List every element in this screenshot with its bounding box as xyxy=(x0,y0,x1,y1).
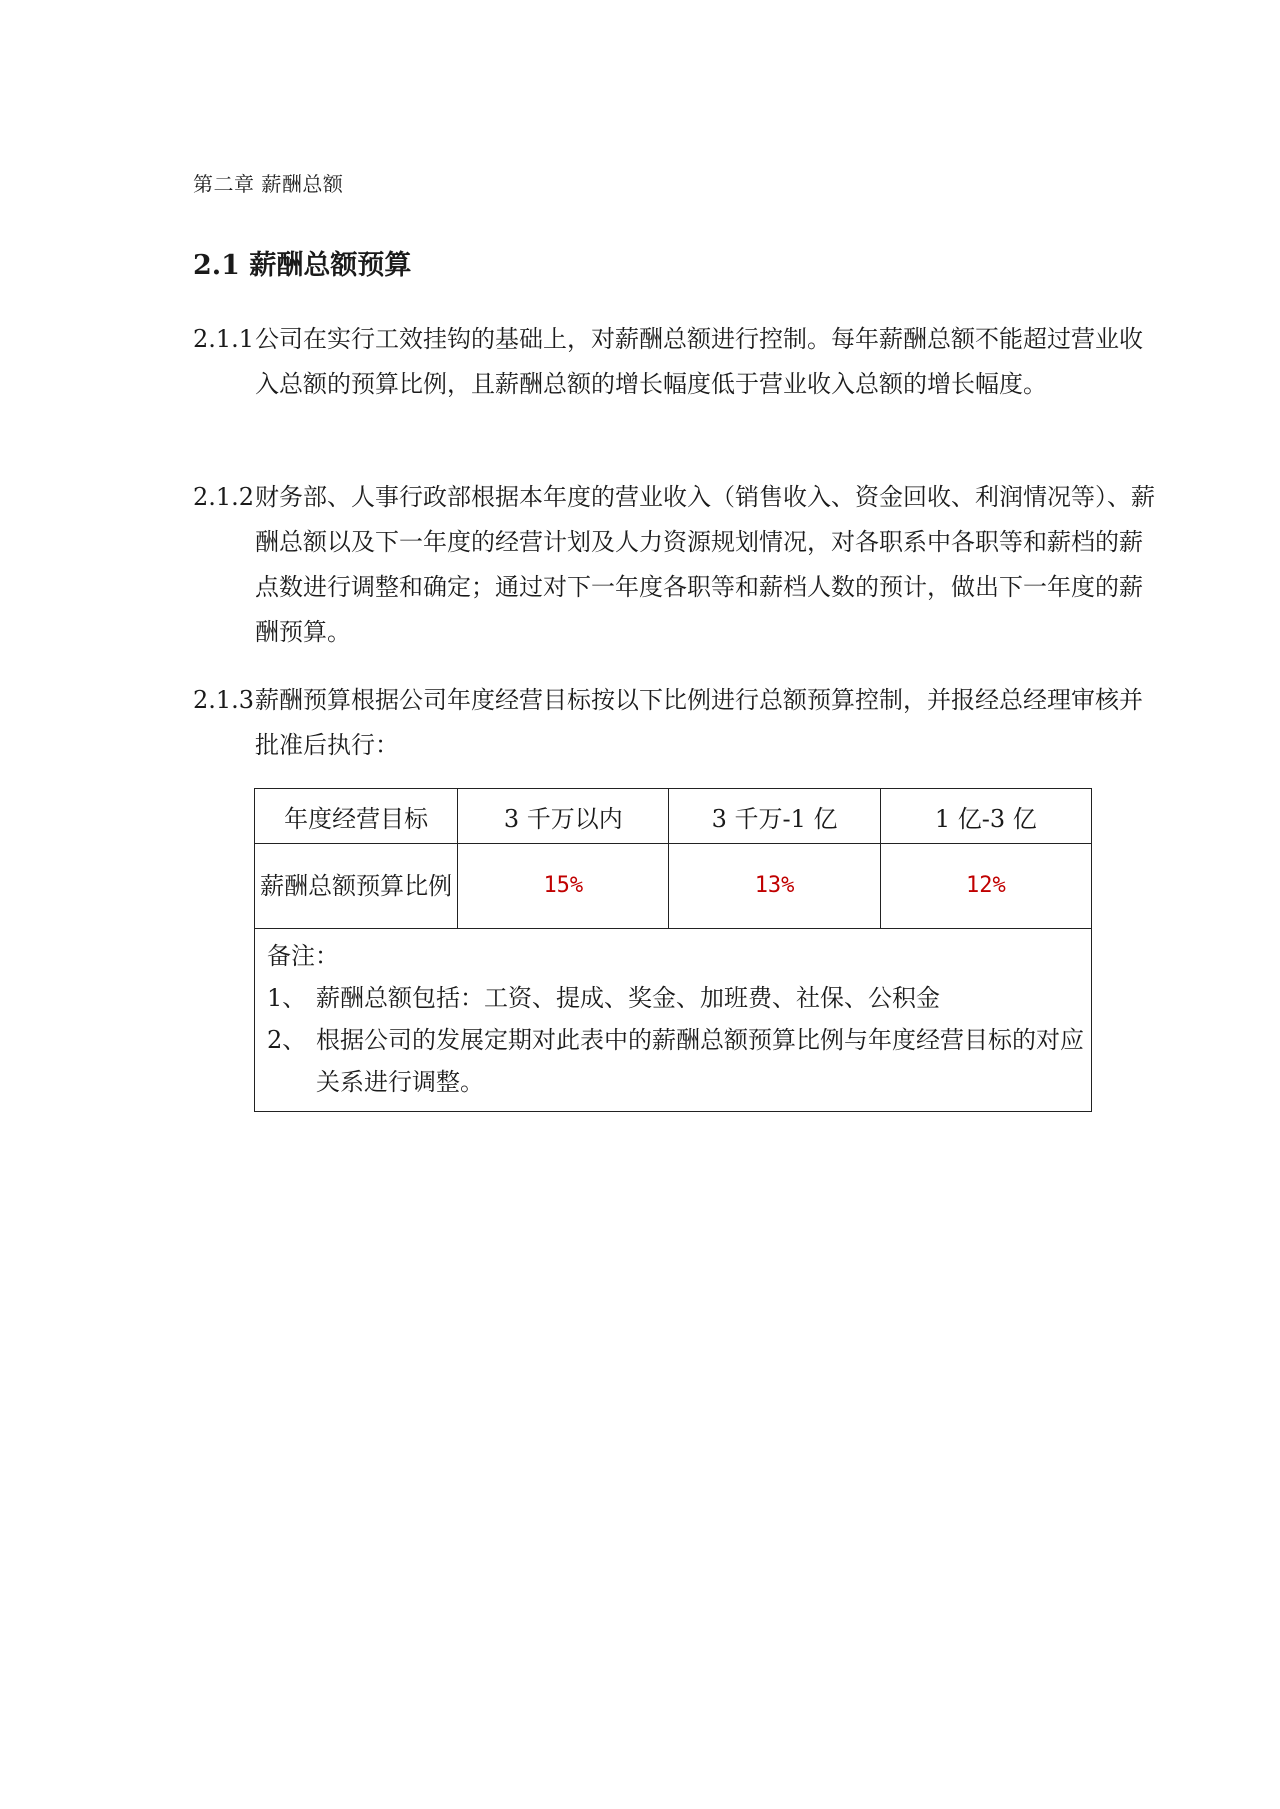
ratio-cell-tier-1: 15% xyxy=(458,844,669,929)
note-item xyxy=(267,1019,1091,1103)
table-notes-row xyxy=(255,929,1092,1112)
clause-text: 薪酬预算根据公司年度经营目标按以下比例进行总额预算控制，并报经总经理审核并批准后执行： xyxy=(255,686,1143,759)
section-title-text: 薪酬总额预算 xyxy=(249,250,412,281)
clause-text: 财务部、人事行政部根据本年度的营业收入（销售收入、资金回收、利润情况等）、薪酬总额以及下一年度的经营计划及人力资源规划情况，对各职系中各职等和薪档的薪点数进行调整和确定；通过对下一年度各职等和薪档人数的预计，做出下一年度的薪酬预算。 xyxy=(255,483,1155,646)
notes-title: 备注： xyxy=(267,942,339,970)
note-text: 根据公司的发展定期对此表中的薪酬总额预算比例与年度经营目标的对应关系进行调整。 xyxy=(316,1026,1084,1096)
note-number: 2、 xyxy=(267,1026,307,1054)
ratio-cell-tier-3: 12% xyxy=(880,844,1091,929)
notes-cell xyxy=(255,929,1092,1112)
clause-2-1-1 xyxy=(193,317,1155,407)
clause-2-1-2 xyxy=(193,475,1155,655)
header-cell-tier-2: 3 千万-1 亿 xyxy=(669,789,880,844)
clause-text: 公司在实行工效挂钩的基础上，对薪酬总额进行控制。每年薪酬总额不能超过营业收入总额的预算比例，且薪酬总额的增长幅度低于营业收入总额的增长幅度。 xyxy=(255,325,1143,398)
note-item xyxy=(267,977,1091,1019)
clause-number: 2.1.3 xyxy=(193,686,255,714)
table-ratio-row xyxy=(255,844,1092,929)
ratio-cell-tier-2: 13% xyxy=(669,844,880,929)
header-cell-tier-3: 1 亿-3 亿 xyxy=(880,789,1091,844)
header-cell-tier-1: 3 千万以内 xyxy=(458,789,669,844)
budget-ratio-table xyxy=(254,788,1092,1112)
section-number: 2.1 xyxy=(193,250,240,281)
note-text: 薪酬总额包括：工资、提成、奖金、加班费、社保、公积金 xyxy=(316,984,940,1012)
note-number: 1、 xyxy=(267,984,307,1012)
table-header-row xyxy=(255,789,1092,844)
chapter-heading: 第二章 薪酬总额 xyxy=(193,172,344,196)
clause-number: 2.1.1 xyxy=(193,325,255,353)
clause-2-1-3 xyxy=(193,678,1155,768)
header-cell-target: 年度经营目标 xyxy=(255,789,458,844)
section-title xyxy=(193,243,411,282)
clause-number: 2.1.2 xyxy=(193,483,255,511)
row-label-cell: 薪酬总额预算比例 xyxy=(255,844,458,929)
